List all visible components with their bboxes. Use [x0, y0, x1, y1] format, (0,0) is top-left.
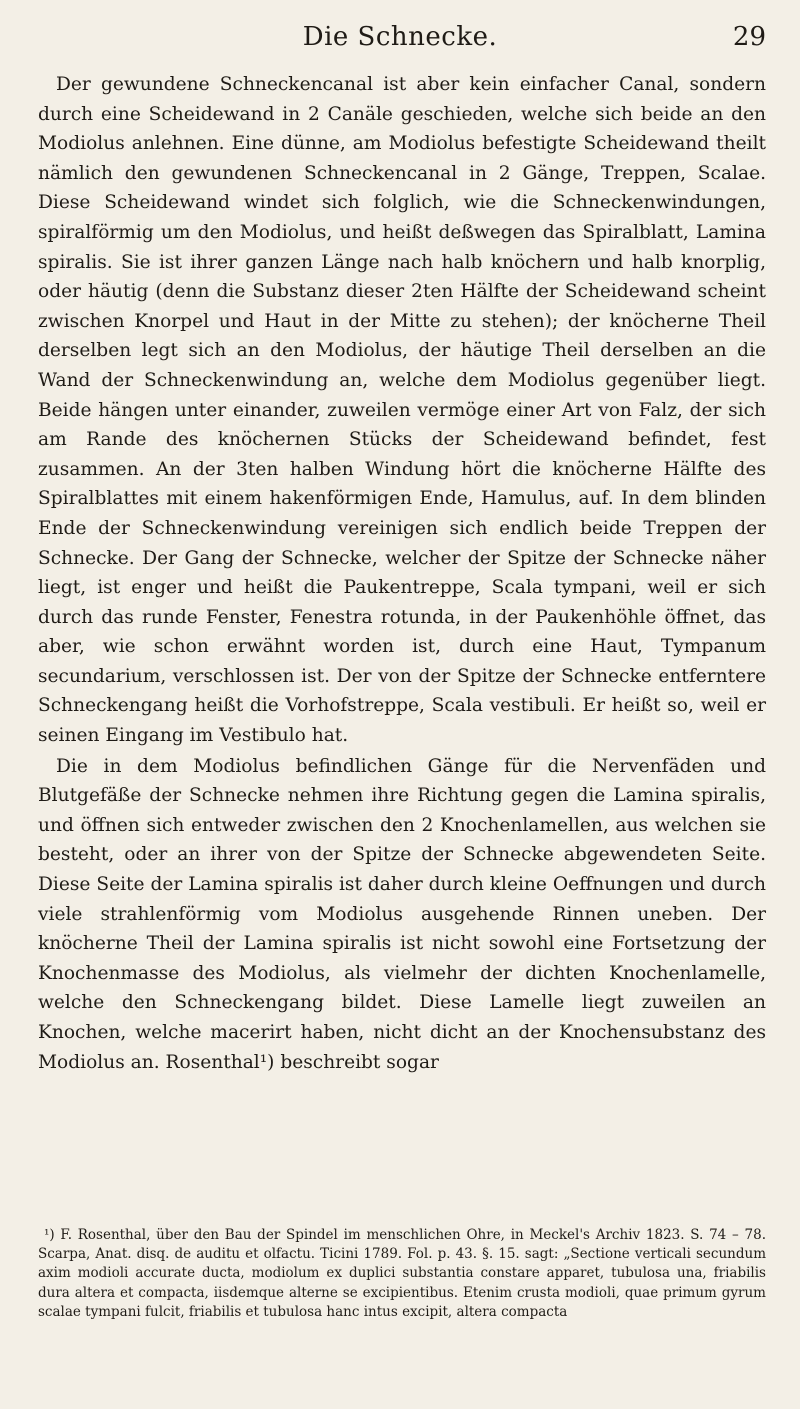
footnote: ¹) F. Rosenthal, über den Bau der Spindel im menschlichen Ohre, in Meckel's Archiv 1823. S. 74 – 78. Scarpa, Anat. disq. de auditu et olfactu. Ticini 1789. Fol. p. 43. §. 15. sagt: „Sectione verticali secundum axim modioli accurate ducta, modiolum ex duplici substantia constare apparet, tubulosa una, friabilis dura altera et compacta, iisdemque alterne se excipientibus. Etenim crusta modioli, quae primum gyrum scalae tympani fulcit, friabilis et tubulosa hanc intus excipit, altera compacta [38, 1227, 766, 1320]
running-head: Die Schnecke. [302, 22, 498, 52]
paragraph-2: Die in dem Modiolus befindlichen Gänge für die Nervenfäden und Blutgefäße der Schnecke nehmen ihre Richtung gegen die Lamina spiralis, und öffnen sich entweder zwischen den 2 Knochenlamellen, aus welchen sie besteht, oder an ihrer von der Spitze der Schnecke abgewendeten Seite. Diese Seite der Lamina spiralis ist daher durch kleine Oeffnungen und durch viele strahlenförmig vom Modiolus ausgehende Rinnen uneben. Der knöcherne Theil der Lamina spiralis ist nicht sowohl eine Fortsetzung der Knochenmasse des Modiolus, als vielmehr der dichten Knochenlamelle, welche den Schneckengang bildet. Diese Lamelle liegt zuweilen an Knochen, welche macerirt haben, nicht dicht an der Knochensubstanz des Modiolus an. Rosenthal¹) beschreibt sogar [38, 755, 766, 1073]
paragraph-1: Der gewundene Schneckencanal ist aber kein einfacher Canal, sondern durch eine Scheidewand in 2 Canäle geschieden, welche sich beide an den Modiolus anlehnen. Eine dünne, am Modiolus befestigte Scheidewand theilt nämlich den gewundenen Schneckencanal in 2 Gänge, Treppen, Scalae. Diese Scheidewand windet sich folglich, wie die Schneckenwindungen, spiralförmig um den Modiolus, und heißt deßwegen das Spiralblatt, Lamina spiralis. Sie ist ihrer ganzen Länge nach halb knöchern und halb knorplig, oder häutig (denn die Substanz dieser 2ten Hälfte der Scheidewand scheint zwischen Knorpel und Haut in der Mitte zu stehen); der knöcherne Theil derselben legt sich an den Modiolus, der häutige Theil derselben an die Wand der Schneckenwindung an, welche dem Modiolus gegenüber liegt. Beide hängen unter einander, zuweilen vermöge einer Art von Falz, der sich am Rande des knöchernen Stücks der Scheidewand befindet, fest zusammen. An der 3ten halben Windung hört die knöcherne Hälfte des Spiralblattes mit einem hakenförmigen Ende, Hamulus, auf. In dem blinden Ende der Schneckenwindung vereinigen sich endlich beide Treppen der Schnecke. Der Gang der Schnecke, welcher der Spitze der Schnecke näher liegt, ist enger und heißt die Paukentreppe, Scala tympani, weil er sich durch das runde Fenster, Fenestra rotunda, in der Paukenhöhle öffnet, das aber, wie schon erwähnt worden ist, durch eine Haut, Tympanum secundarium, verschlossen ist. Der von der Spitze der Schnecke entferntere Schneckengang heißt die Vorhofstreppe, Scala vestibuli. Er heißt so, weil er seinen Eingang im Vestibulo hat. [38, 74, 766, 747]
main-text [38, 70, 766, 1077]
page-number: 29 [732, 22, 766, 52]
page-header [0, 18, 800, 58]
